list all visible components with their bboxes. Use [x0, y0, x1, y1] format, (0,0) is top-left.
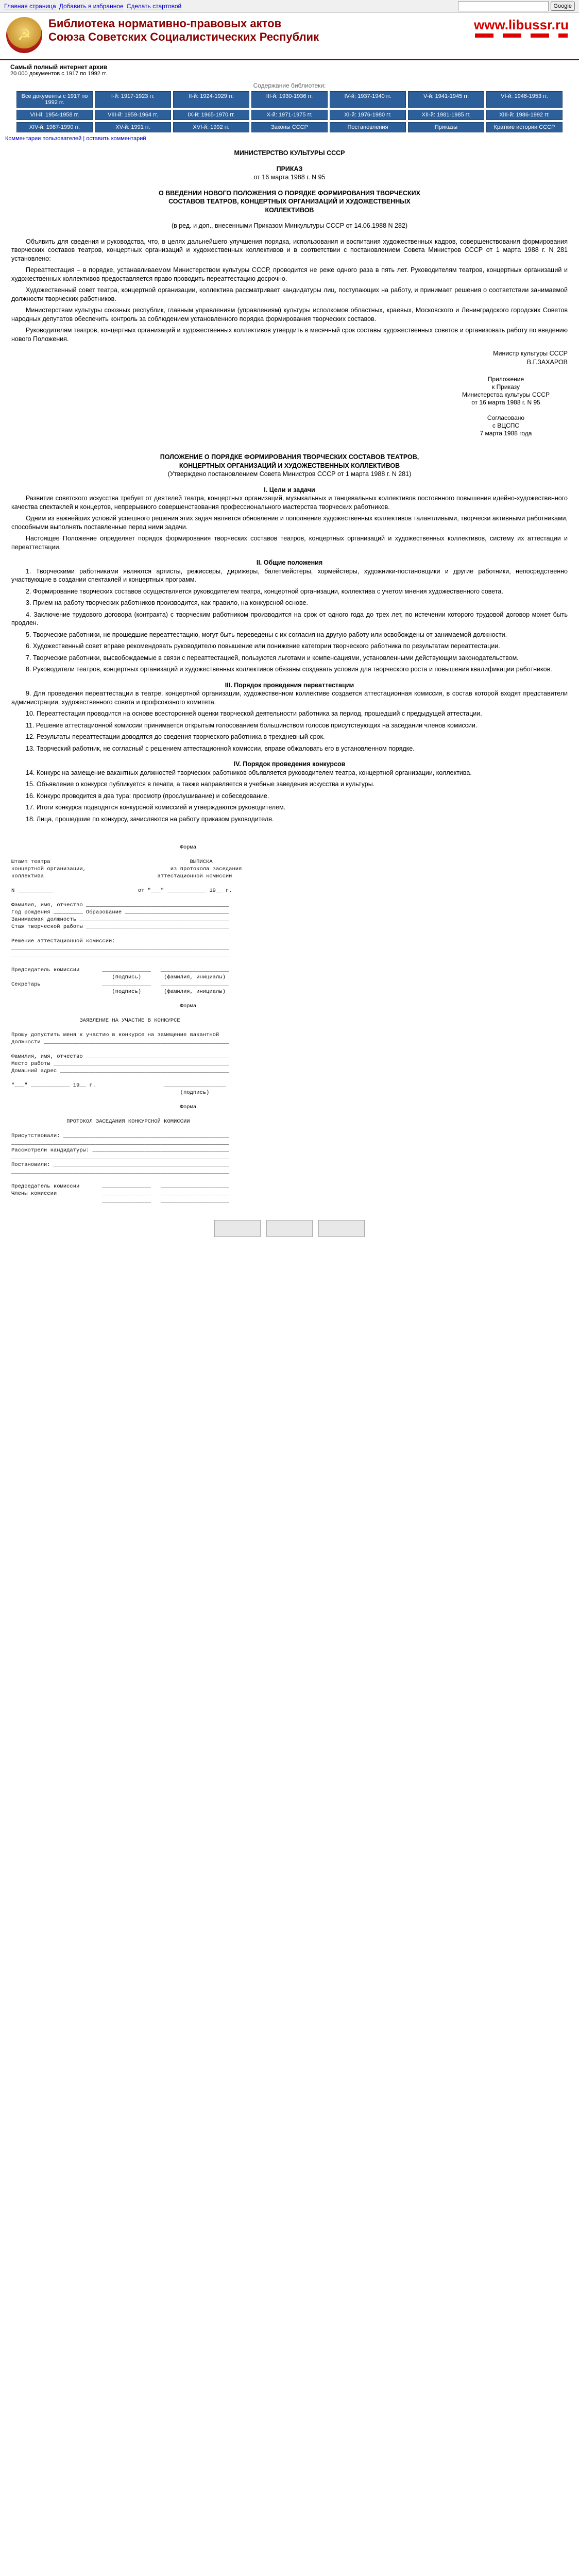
paragraph: 5. Творческие работники, не прошедшие переаттестацию, могут быть переведены с их согласия на другую работу или освобождены от занимаемой должности.	[26, 631, 507, 638]
site-url[interactable]: www.libussr.ru	[474, 17, 569, 32]
nav-button[interactable]: XVI-й: 1992 гг.	[173, 122, 249, 132]
section-4-body	[11, 769, 568, 824]
paragraph: Одним из важнейших условий успешного решения этих задач является обновление и пополнение художественных коллективов талантливыми, творчески активными работниками, способными выполнять поставленные перед ними задачи.	[11, 515, 568, 531]
section-4-heading: IV. Порядок проведения конкурсов	[233, 760, 346, 768]
paragraph: 15. Объявление о конкурсе публикуется в печати, а также направляется в учебные заведения искусства и культуры.	[26, 781, 375, 788]
doc-ministry: МИНИСТЕРСТВО КУЛЬТУРЫ СССР	[234, 149, 345, 157]
approval-block	[444, 376, 568, 437]
home-link[interactable]: Главная страница	[4, 3, 56, 10]
form-line: ПРОТОКОЛ ЗАСЕДАНИЯ КОНКУРСНОЙ КОМИССИИ	[11, 1118, 190, 1125]
form-line: концертной организации, из протокола заседания	[11, 866, 242, 872]
flag-strip	[475, 33, 568, 38]
tagline-bold: Самый полный интернет архив	[10, 63, 108, 71]
nav-button[interactable]: VI-й: 1946-1953 гг.	[486, 91, 563, 108]
paragraph: 13. Творческий работник, не согласный с решением аттестационной комиссии, вправе обжаловать его в установленном порядке.	[26, 744, 415, 752]
form-line: Председатель комиссии _______________ _____________________	[11, 967, 229, 973]
form-line: Стаж творческой работы ____________________________________________	[11, 924, 229, 930]
form-line: Место работы ______________________________________________________	[11, 1061, 229, 1067]
form-line: Члены комиссии _______________ _____________________	[11, 1191, 229, 1197]
form-line: Домашний адрес ____________________________________________________	[11, 1068, 229, 1074]
form-line: Год рождения _________ Образование ________________________________	[11, 909, 229, 916]
form-line	[11, 1024, 568, 1031]
section-1-body	[11, 494, 568, 551]
approval-line: к Приказу	[491, 383, 520, 391]
nav-button[interactable]: V-й: 1941-1945 гг.	[408, 91, 484, 108]
approval-line: 7 марта 1988 года	[480, 430, 532, 437]
form-line	[11, 1125, 568, 1132]
form-line: Штамп театра ВЫПИСКА	[11, 859, 213, 865]
paragraph: 10. Переаттестация проводится на основе всесторонней оценки творческой деятельности работника за период, прошедший с предыдущей аттестации.	[26, 710, 482, 717]
form-line	[11, 894, 568, 902]
footer-counters	[11, 1220, 568, 1240]
paragraph: 8. Руководители театров, концертных организаций и художественных коллективов обязаны создавать условия для творческого роста и повышения квалификации работников.	[26, 666, 552, 673]
form-line	[11, 1111, 568, 1118]
form-line: должности _________________________________________________________	[11, 1039, 229, 1045]
nav-button[interactable]: XIV-й: 1987-1990 гг.	[16, 122, 93, 132]
form-line: Фамилия, имя, отчество ____________________________________________	[11, 902, 229, 908]
doc-edition: (в ред. и доп., внесенными Приказом Минкультуры СССР от 14.06.1988 N 282)	[171, 222, 408, 229]
counter-badge-1[interactable]	[214, 1220, 261, 1237]
form-line: Решение аттестационной комиссии:	[11, 938, 115, 944]
signature	[11, 349, 568, 366]
form-line: ___________________________________________________________________	[11, 1140, 229, 1146]
doc-type: ПРИКАЗ	[276, 165, 303, 173]
form-line: Секретарь _______________ _____________________	[11, 981, 229, 988]
nav-button[interactable]: XI-й: 1976-1980 гг.	[330, 110, 406, 120]
top-bar	[0, 0, 579, 13]
nav-button[interactable]: VII-й: 1954-1958 гг.	[16, 110, 93, 120]
form-line: Постановили: ______________________________________________________	[11, 1162, 229, 1168]
section-3-heading: III. Порядок проведения переаттестации	[225, 681, 354, 689]
doc-paragraphs	[11, 238, 568, 344]
paragraph: Объявить для сведения и руководства, что, в целях дальнейшего улучшения порядка, использования и воспитания художественных кадров, совершенствования формирования творческих составов театров, концертных организаций и художественных коллективов и в соответствии с постановлением Совета Министров СССР от 1 марта 1988 г. N 281 установлено:	[11, 238, 568, 262]
forms-block	[11, 844, 568, 1205]
approval-line: от 16 марта 1988 г. N 95	[471, 399, 540, 406]
approval-line: с ВЦСПС	[492, 422, 520, 429]
paragraph: 2. Формирование творческих составов осуществляется руководителем театра, концертной организации, коллектива с учетом мнения художественного совета.	[26, 587, 503, 595]
paragraph: 11. Решение аттестационной комиссии принимается открытым голосованием большинством голосов присутствующих на заседании членов комиссии.	[26, 721, 478, 729]
form-line: ___________________________________________________________________	[11, 945, 229, 952]
nav-title: Содержание библиотеки:	[253, 82, 326, 89]
form-line: Рассмотрели кандидатуры: __________________________________________	[11, 1147, 229, 1154]
approval-line	[444, 406, 568, 414]
google-search	[458, 1, 575, 11]
form-line: Занимаемая должность ______________________________________________	[11, 917, 229, 923]
paragraph: 18. Лица, прошедшие по конкурсу, зачисляются на работу приказом руководителя.	[26, 815, 274, 823]
form-line: Прошу допустить меня к участию в конкурсе на замещение вакантной	[11, 1032, 219, 1038]
form-line: (подпись)	[11, 1090, 210, 1096]
document	[11, 149, 568, 1240]
section-2-heading: II. Общие положения	[256, 559, 323, 566]
position-sub: (Утверждено постановлением Совета Министров СССР от 1 марта 1988 г. N 281)	[167, 470, 412, 478]
nav-button[interactable]: Законы СССР	[251, 122, 328, 132]
form-line	[11, 1176, 568, 1183]
favorites-link[interactable]: Добавить в избранное	[59, 3, 124, 10]
form-line	[11, 880, 568, 887]
form-line	[11, 851, 568, 858]
nav-button[interactable]: Постановления	[330, 122, 406, 132]
form-line	[11, 959, 568, 967]
doc-title: О ВВЕДЕНИИ НОВОГО ПОЛОЖЕНИЯ О ПОРЯДКЕ ФОРМИРОВАНИЯ ТВОРЧЕСКИХ СОСТАВОВ ТЕАТРОВ, КОНЦЕРТНЫХ ОРГАНИЗАЦИЙ И ХУДОЖЕСТВЕННЫХ КОЛЛЕКТИВОВ	[159, 189, 420, 214]
nav-button[interactable]: Приказы	[408, 122, 484, 132]
nav-button[interactable]: XII-й: 1981-1985 гг.	[408, 110, 484, 120]
paragraph: Руководителям театров, концертных организаций и художественных коллективов утвердить в месячный срок составы художественных советов и организовать работу по введению нового Положения.	[11, 327, 568, 343]
form-line: N ___________ от "___" ____________ 19__ г.	[11, 888, 232, 894]
google-search-input[interactable]	[458, 1, 549, 11]
paragraph: 6. Художественный совет вправе рекомендовать руководителю повышение или понижение категории творческого работника по результатам переаттестации.	[26, 642, 500, 650]
form-line: (подпись) (фамилия, инициалы)	[11, 974, 226, 980]
paragraph: Министерствам культуры союзных республик, главным управлениям (управлениям) культуры исполкомов областных, краевых, Московского и Ленинградского городских Советов народных депутатов обеспечить контроль за соблюдением установленного порядка формирования творческих составов.	[11, 307, 568, 323]
nav-button[interactable]: Все документы с 1917 по 1992 гг.	[16, 91, 93, 108]
paragraph: Художественный совет театра, концертной организации, коллектива рассматривает кандидатуры лиц, поступающих на работу, и принимает решения о соответствии занимаемой должности творческих работников.	[11, 286, 568, 302]
signature-role: Министр культуры СССР	[493, 350, 568, 357]
nav-button[interactable]: II-й: 1924-1929 гг.	[173, 91, 249, 108]
tagline: 20 000 документов с 1917 по 1992 гг.	[10, 71, 107, 77]
counter-badge-2[interactable]	[266, 1220, 313, 1237]
nav-button[interactable]: XIII-й: 1986-1992 гг.	[486, 110, 563, 120]
form-line	[11, 995, 568, 1003]
form-line	[11, 1096, 568, 1104]
paragraph: 14. Конкурс на замещение вакантных должностей творческих работников объявляется руководителем театра, концертной организации, коллектива.	[26, 769, 472, 776]
site-header	[0, 13, 579, 60]
comments-link[interactable]: Комментарии пользователей | оставить комментарий	[5, 135, 146, 142]
nav-button[interactable]: IX-й: 1965-1970 гг.	[173, 110, 249, 120]
form-line: _______________ _____________________	[11, 1198, 229, 1204]
nav-button[interactable]: III-й: 1930-1936 гг.	[251, 91, 328, 108]
signature-name: В.Г.ЗАХАРОВ	[526, 358, 568, 366]
nav-button[interactable]: I-й: 1917-1923 гг.	[95, 91, 171, 108]
nav-button[interactable]: VIII-й: 1959-1964 гг.	[95, 110, 171, 120]
paragraph: Настоящее Положение определяет порядок формирования творческих составов театров, концертных организаций и художественных коллективов, систему их аттестации и переаттестации.	[11, 535, 568, 551]
paragraph: Развитие советского искусства требует от деятелей театра, концертных организаций, музыкальных и танцевальных коллективов постоянного повышения идейно-художественного качества спектаклей и концертов, непрерывного совершенствования профессионального мастерства творческих работников.	[11, 495, 568, 511]
paragraph: 4. Заключение трудового договора (контракта) с творческим работником производится на срок от одного года до трех лет, по истечении которого трудовой договор может быть продлен.	[11, 611, 568, 626]
approval-line: Согласовано	[487, 414, 525, 421]
section-3-body	[11, 689, 568, 753]
nav-button[interactable]: X-й: 1971-1975 гг.	[251, 110, 328, 120]
form-line	[11, 1010, 568, 1017]
nav-button[interactable]: XV-й: 1991 гг.	[95, 122, 171, 132]
approval-line: Министерства культуры СССР	[462, 391, 550, 398]
paragraph: 1. Творческими работниками являются артисты, режиссеры, дирижеры, балетмейстеры, хормейстеры, художники-постановщики и другие работники, непосредственно участвующие в создании спектаклей и концертных программ.	[11, 567, 568, 583]
form-line: Форма	[11, 1003, 197, 1009]
form-line	[11, 930, 568, 938]
approval-line: Приложение	[487, 376, 524, 383]
subheader	[0, 60, 579, 80]
form-line: ___________________________________________________________________	[11, 953, 229, 959]
paragraph: 12. Результаты переаттестации доводятся до сведения творческого работника в трехдневный срок.	[26, 733, 325, 740]
form-line	[11, 1075, 568, 1082]
form-line: ___________________________________________________________________	[11, 1169, 229, 1175]
nav-button[interactable]: Краткие истории СССР	[486, 122, 563, 132]
startpage-link[interactable]: Сделать стартовой	[126, 3, 182, 10]
position-title: ПОЛОЖЕНИЕ О ПОРЯДКЕ ФОРМИРОВАНИЯ ТВОРЧЕСКИХ СОСТАВОВ ТЕАТРОВ, КОНЦЕРТНЫХ ОРГАНИЗАЦИЙ И ХУДОЖЕСТВЕННЫХ КОЛЛЕКТИВОВ	[160, 453, 419, 469]
form-line: ЗАЯВЛЕНИЕ НА УЧАСТИЕ В КОНКУРСЕ	[11, 1018, 180, 1024]
section-2-body	[11, 567, 568, 674]
form-line	[11, 1046, 568, 1053]
counter-badge-3[interactable]	[318, 1220, 365, 1237]
nav-button[interactable]: IV-й: 1937-1940 гг.	[330, 91, 406, 108]
site-title-line2: Союза Советских Социалистических Республик	[48, 30, 319, 43]
paragraph: Переаттестация – в порядке, устанавливаемом Министерством культуры СССР, проводится не реже одного раза в пять лет. Руководителям театров, концертных организаций и художественных коллективов предоставляется право проводить переаттестацию досрочно.	[11, 266, 568, 282]
nav-grid	[16, 91, 563, 132]
paragraph: 3. Прием на работу творческих работников производится, как правило, на конкурсной основе.	[26, 599, 308, 606]
form-line: "___" ____________ 19__ г. ___________________	[11, 1082, 226, 1089]
paragraph: 17. Итоги конкурса подводятся конкурсной комиссией и утверждаются руководителем.	[26, 804, 286, 811]
paragraph: 16. Конкурс проводится в два тура: просмотр (прослушивание) и собеседование.	[26, 792, 269, 800]
form-line: Фамилия, имя, отчество ____________________________________________	[11, 1054, 229, 1060]
form-line: Форма	[11, 844, 197, 851]
form-line: Присутствовали: ___________________________________________________	[11, 1133, 229, 1139]
site-title-line1: Библиотека нормативно-правовых актов	[48, 17, 282, 30]
form-line: (подпись) (фамилия, инициалы)	[11, 989, 226, 995]
form-line: Председатель комиссии _______________ _____________________	[11, 1183, 229, 1190]
doc-date: от 16 марта 1988 г. N 95	[253, 174, 326, 181]
breadcrumb	[5, 135, 574, 142]
paragraph: 7. Творческие работники, высвобождаемые в связи с переаттестацией, пользуются льготами и компенсациями, установленными действующим законодательством.	[26, 654, 519, 662]
paragraph: 9. Для проведения переаттестации в театре, концертной организации, художественном коллективе создается аттестационная комиссия, в состав которой входят представители администрации, художественного совета и профсоюзного комитета.	[11, 690, 568, 706]
ussr-emblem-icon: ☭	[6, 17, 42, 53]
google-search-button[interactable]: Google	[551, 2, 575, 11]
form-line: коллектива аттестационной комиссии	[11, 873, 232, 879]
section-1-heading: I. Цели и задачи	[264, 486, 315, 494]
form-line: ___________________________________________________________________	[11, 1155, 229, 1161]
form-line: Форма	[11, 1104, 197, 1110]
